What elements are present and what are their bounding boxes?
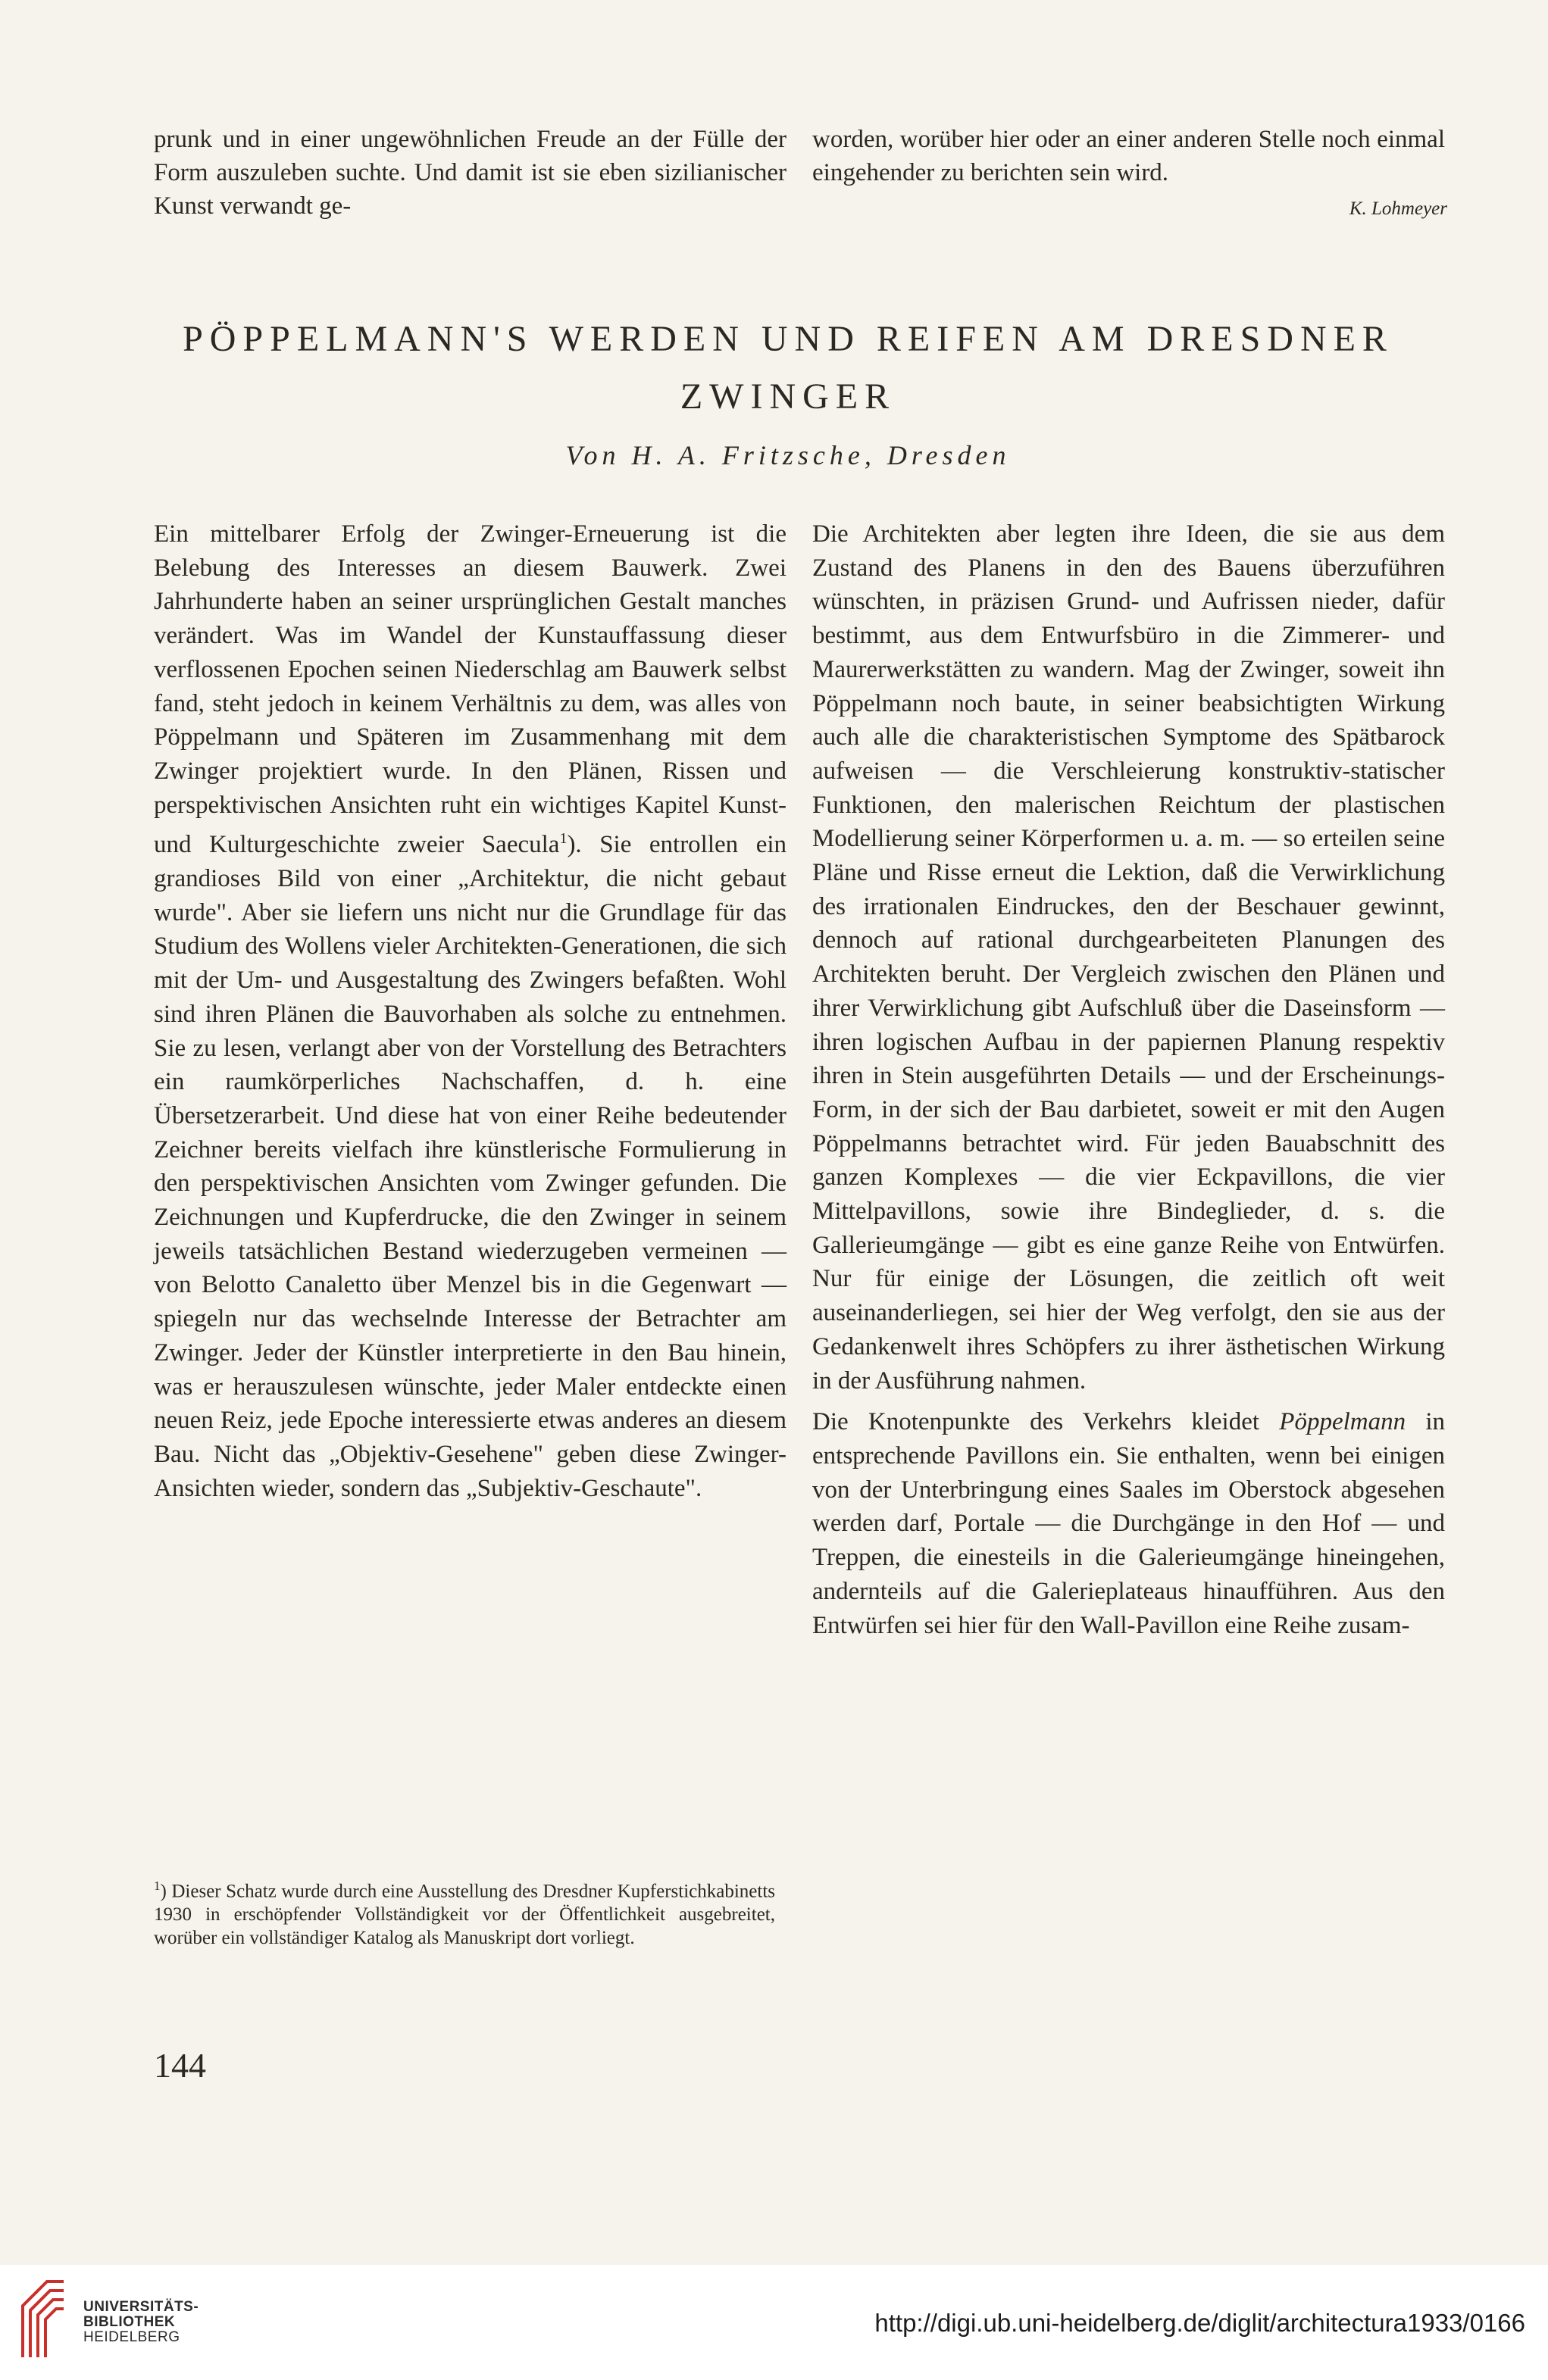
page-number: 144 <box>154 2046 206 2085</box>
library-logo-icon <box>17 2275 70 2359</box>
body-text: Die Knotenpunkte des Verkehrs kleidet <box>812 1408 1280 1436</box>
body-column-right <box>812 517 1445 1642</box>
author-signature: K. Lohmeyer <box>1349 198 1447 219</box>
body-paragraph <box>812 1405 1445 1642</box>
footnote-mark: 1 <box>154 1879 161 1893</box>
body-paragraph: Die Architekten aber legten ihre Ideen, die sie aus dem Zustand des Planens in den des Bauens überzuführen wünschten, in präzisen Grund- und Aufrissen nieder, dafür bestimmt, aus dem Entwurfsbüro in die Zimmerer- und Maurerwerkstätten zu wandern. Mag der Zwinger, soweit ihn Pöppelmann noch baute, in seiner beabsichtigten Wirkung auch alle die charakteristischen Symptome des Spätbarock aufweisen — die Verschleierung konstruktiv-statischer Funktionen, den malerischen Reichtum der plastischen Modellierung seiner Körperformen u. a. m. — so erteilen seine Pläne und Risse erneut die Lektion, daß die Verwirklichung des irrationalen Eindruckes, den der Beschauer gewinnt, dennoch auf rational durchgearbeiteten Planungen des Architekten beruht. Der Vergleich zwischen den Plänen und ihrer Verwirklichung gibt Aufschluß über die Daseinsform — ihren logischen Aufbau in der papiernen Planung respektiv ihren in Stein ausgeführten Details — und der Erscheinungs-Form, in der sich der Bau darbietet, soweit er mit den Augen Pöppelmanns betrachtet wird. Für jeden Bauabschnitt des ganzen Komplexes — die vier Eckpavillons, die vier Mittelpavillons, sowie ihre Bindeglieder, d. s. die Gallerieumgänge — gibt es eine ganze Reihe von Entwürfen. Nur für einige der Lösungen, die zeitlich oft weit auseinanderliegen, sei hier der Weg verfolgt, den sie aus der Gedankenwelt ihres Schöpfers zu ihrer ästhetischen Wirkung in der Ausführung nahmen. <box>812 520 1445 1395</box>
footnote <box>154 1874 775 1950</box>
source-url-link[interactable]: http://digi.ub.uni-heidelberg.de/diglit/architectura1933/0166 <box>874 2309 1525 2337</box>
body-paragraph <box>154 517 787 1505</box>
emphasized-name: Pöppelmann <box>1279 1408 1406 1436</box>
article-title-line-1: PÖPPELMANN'S WERDEN UND REIFEN AM DRESDNER <box>183 319 1393 359</box>
previous-article-text-right: worden, worüber hier oder an einer anderen Stelle noch einmal eingehender zu berichten sein wird. <box>812 126 1445 186</box>
article-byline: Von H. A. Fritzsche, Dresden <box>565 440 1011 470</box>
body-text: Ein mittelbarer Erfolg der Zwinger-Erneuerung ist die Belebung des Interesses an diesem Bauwerk. Zwei Jahrhunderte haben an seiner ursprünglichen Gestalt manches verändert. Was im Wandel der Kunstauffassung dieser verflossenen Epochen seinen Niederschlag am Bauwerk selbst fand, steht jedoch in keinem Verhältnis zu dem, was alles von Pöppelmann und Späteren im Zusammenhang mit dem Zwinger projektiert wurde. In den Plänen, Rissen und perspektivischen Ansichten ruht ein wichtiges Kapitel Kunst- und Kulturgeschichte zweier Saecula <box>154 520 787 859</box>
previous-article-text-left: prunk und in einer ungewöhnlichen Freude an der Fülle der Form auszuleben suchte. Und damit ist sie eben sizilianischer Kunst verwandt ge- <box>154 126 787 220</box>
body-text: in entsprechende Pavillons ein. Sie enthalten, wenn bei einigen von der Unterbringung eines Saales im Oberstock abgesehen werden darf, Portale — die Durchgänge in den Hof — und Treppen, die einesteils in die Galerieumgänge hineingehen, andernteils auf die Galerieplateaus hinaufführen. Aus den Entwürfen sei hier für den Wall-Pavillon eine Reihe zusam- <box>812 1408 1445 1639</box>
footnote-reference: 1 <box>559 830 568 848</box>
body-text: ). Sie entrollen ein grandioses Bild von einer „Architektur, die nicht gebaut wurde". Aber sie liefern uns nicht nur die Grundlage für das Studium des Wollens vieler Architekten-Generationen, die sich mit der Um- und Ausgestaltung des Zwingers befaßten. Wohl sind ihren Plänen die Bauvorhaben als solche zu entnehmen. Sie zu lesen, verlangt aber von der Vorstellung des Betrachters ein raumkörperliches Nachschaffen, d. h. eine Übersetzerarbeit. Und diese hat von einer Reihe bedeutender Zeichner bereits vielfach ihre künstlerische Formulierung in den perspektivischen Ansichten vom Zwinger gefunden. Die Zeichnungen und Kupferdrucke, die den Zwinger in seinem jeweils tatsächlichen Bestand wiederzugeben vermeinen — von Belotto Canaletto über Menzel bis in die Gegenwart — spiegeln nur das wechselnde Interesse der Betrachter am Zwinger. Jeder der Künstler interpretierte in den Bau hinein, was er herauszulesen wünschte, jeder Maler entdeckte einen neuen Reiz, jede Epoche interessierte etwas anderes an diesem Bau. Nicht das „Objektiv-Gesehene" geben diese Zwinger-Ansichten wieder, sondern das „Subjektiv-Geschaute". <box>154 831 787 1502</box>
body-column-left <box>154 517 787 1505</box>
library-name-line-2: BIBLIOTHEK <box>83 2314 176 2330</box>
library-name-line-3: HEIDELBERG <box>83 2329 180 2345</box>
library-name-line-1: UNIVERSITÄTS- <box>83 2299 199 2315</box>
library-name <box>83 2300 199 2345</box>
article-title-line-2: ZWINGER <box>680 376 896 417</box>
footnote-text: ) Dieser Schatz wurde durch eine Ausstellung des Dresdner Kupferstichkabinetts 1930 in erschöpfender Vollständigkeit vor der Öffentlichkeit ausgebreitet, worüber ein vollständiger Katalog als Manuskript dort vorliegt. <box>154 1881 775 1949</box>
previous-article-ending-right <box>812 123 1445 189</box>
previous-article-ending-left <box>154 123 787 223</box>
